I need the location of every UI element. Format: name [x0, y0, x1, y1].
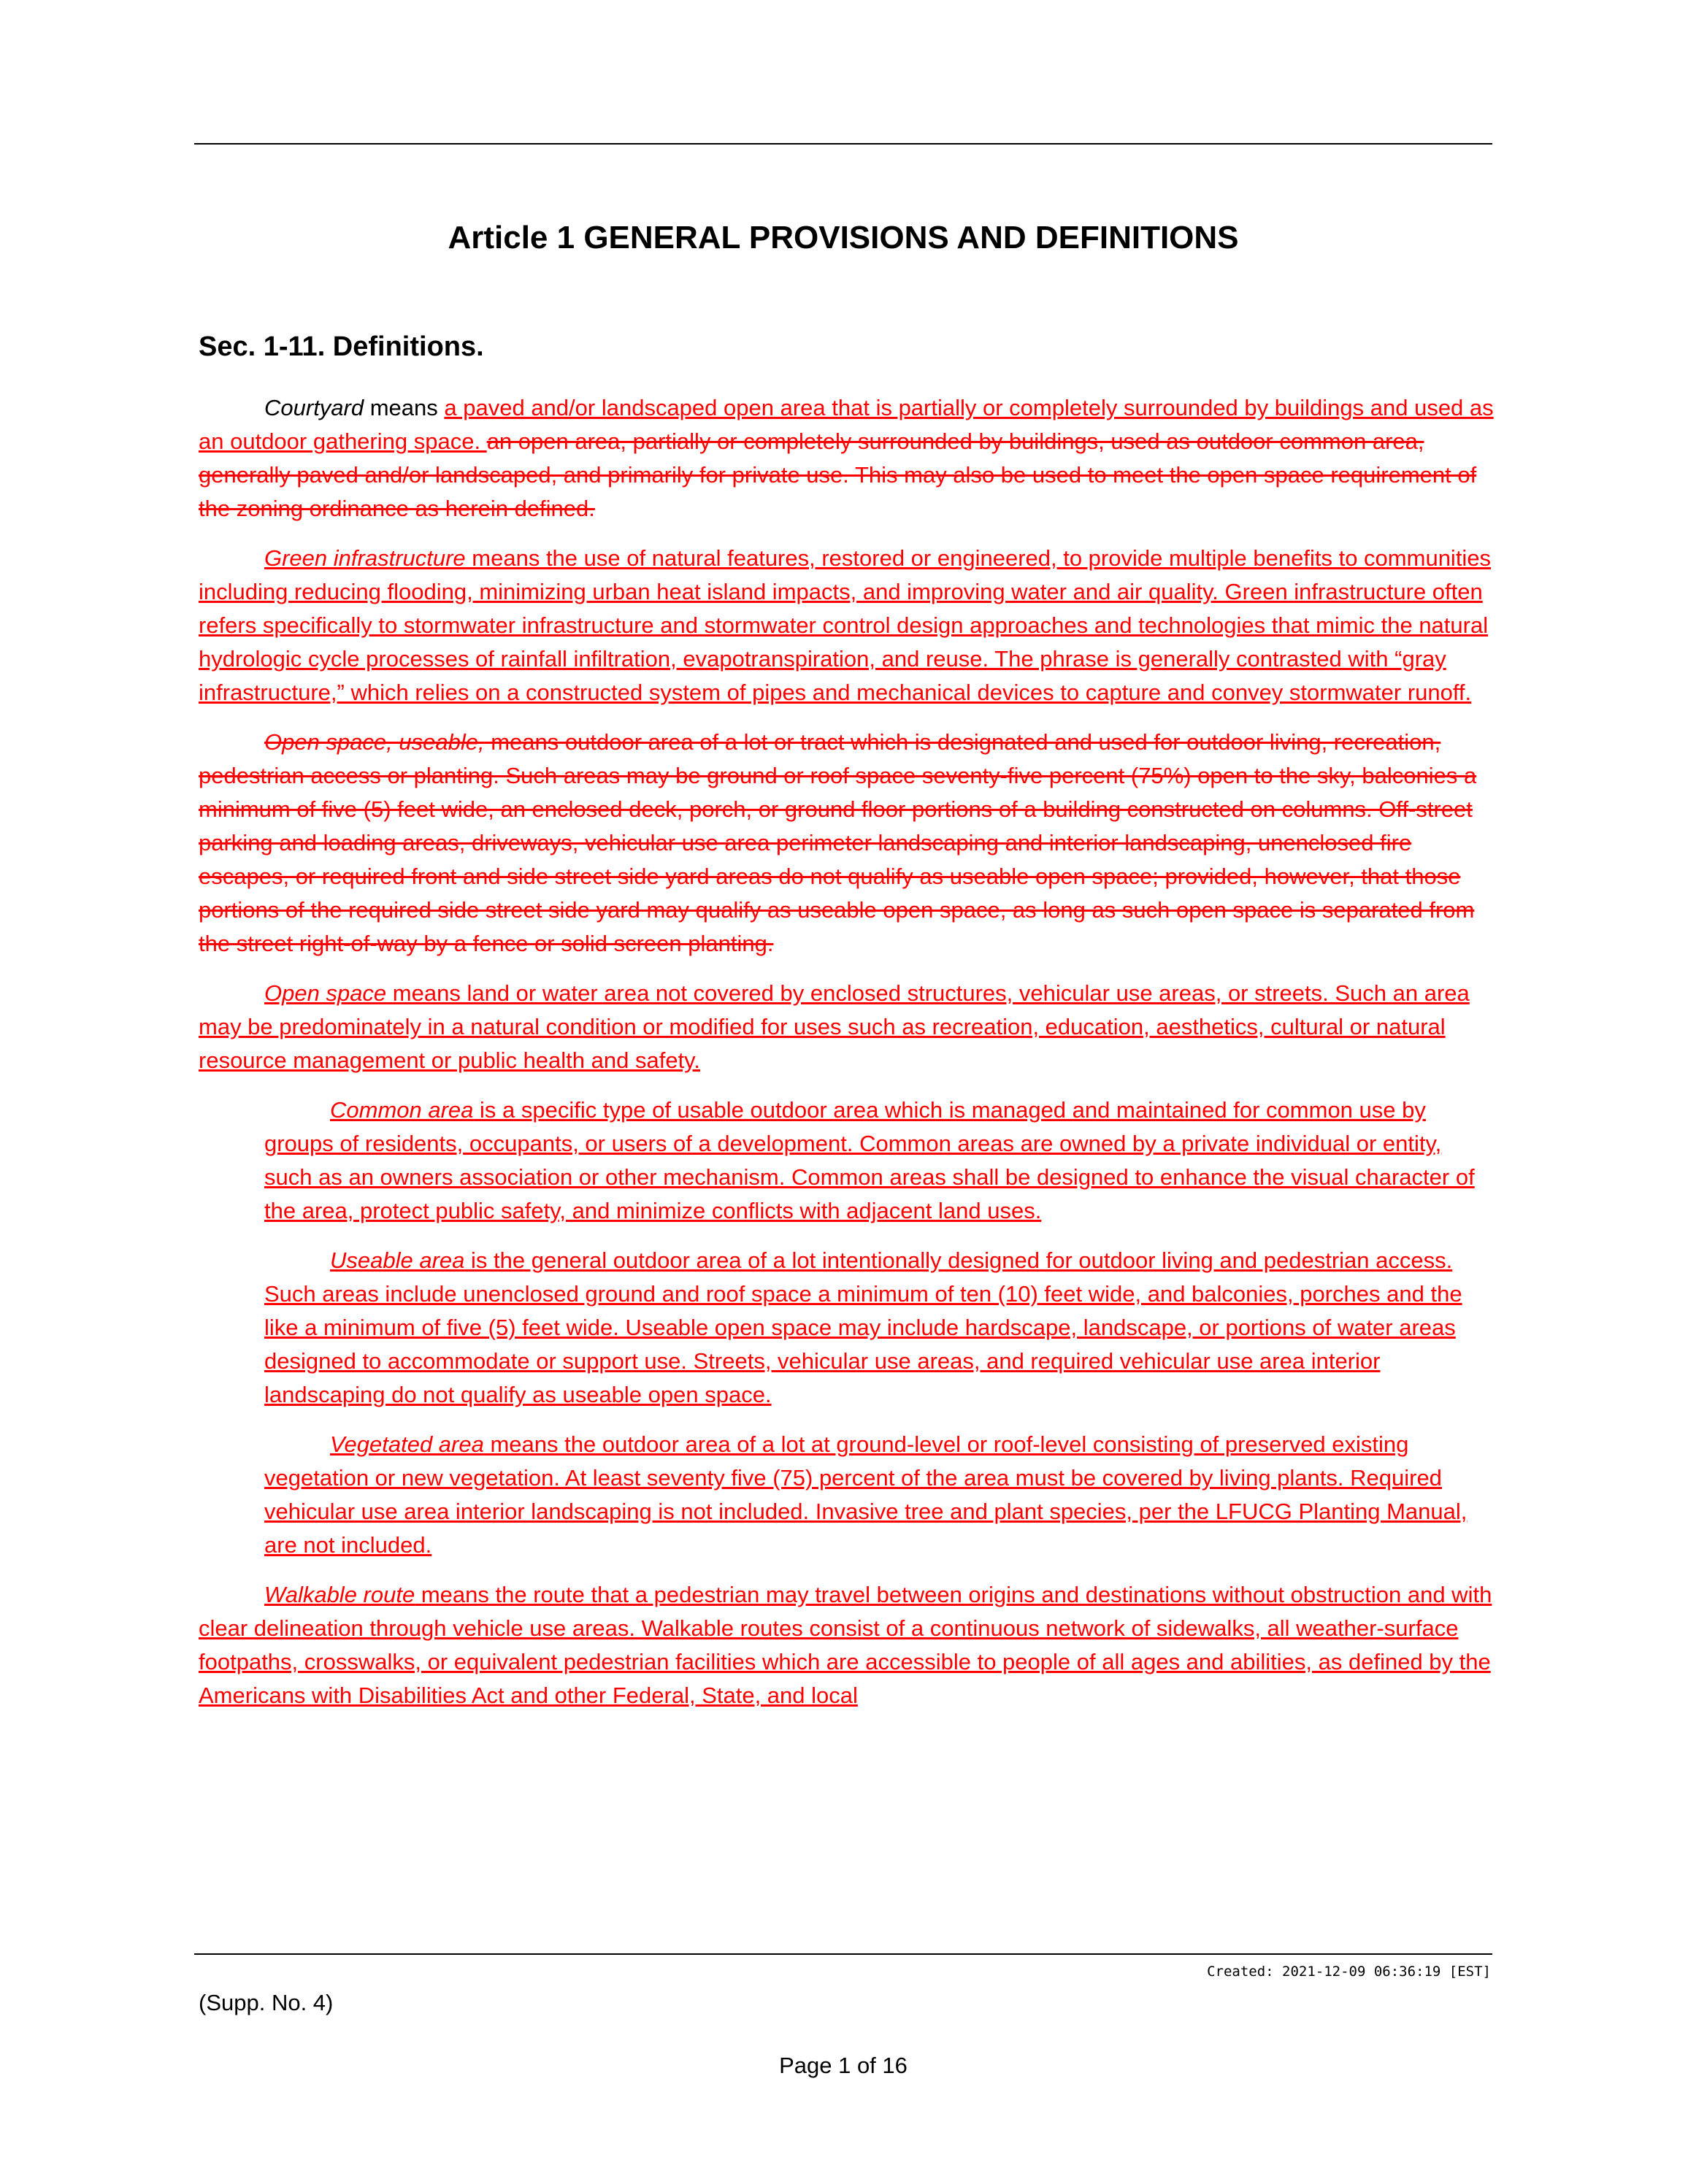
term-walkable-route: Walkable route — [264, 1582, 415, 1607]
article-title: Article 1 GENERAL PROVISIONS AND DEFINITIONS — [448, 220, 1239, 255]
courtyard-deleted-text: an open area, partially or completely surrounded by buildings, used as outdoor common area, generally paved and/or landscaped, and primarily for private use. This may also be used to meet the open space requirement of the zoning ordinance as herein defined. — [199, 428, 1477, 521]
useable-area-text: is the general outdoor area of a lot intentionally designed for outdoor living and pedestrian access. Such areas include unenclosed ground and roof space a minimum of ten (10) feet wide, and balconies, porches and the like a minimum of five (5) feet wide. Useable open space may include hardscape, landscape, or portions of water areas designed to accommodate or support use. Streets, vehicular use areas, and required vehicular use area interior landscaping do not qualify as useable open space. — [264, 1247, 1462, 1407]
header-rule — [194, 143, 1492, 145]
definition-green-infrastructure — [199, 542, 1494, 710]
vegetated-area-text: means the outdoor area of a lot at ground-level or roof-level consisting of preserved existing vegetation or new vegetation. At least seventy five (75) percent of the area must be covered by living plants. Required vehicular use area interior landscaping is not included. Invasive tree and plant species, per the LFUCG Planting Manual, are not included. — [264, 1431, 1468, 1558]
term-common-area: Common area — [330, 1097, 474, 1123]
term-courtyard: Courtyard — [264, 395, 364, 420]
term-useable-area: Useable area — [330, 1247, 465, 1273]
green-infrastructure-text: means the use of natural features, restored or engineered, to provide multiple benefits to communities including reducing flooding, minimizing urban heat island impacts, and improving water and air quality. Green infrastructure often refers specifically to stormwater infrastructure and stormwater control design approaches and technologies that mimic the natural hydrologic cycle processes of rainfall infiltration, evapotranspiration, and reuse. The phrase is generally contrasted with “gray infrastructure,” which relies on a constructed system of pipes and mechanical devices to capture and convey stormwater runoff. — [199, 545, 1492, 705]
term-open-space-useable: Open space, useable, — [264, 729, 485, 755]
definition-walkable-route — [199, 1578, 1494, 1712]
open-space-text: means land or water area not covered by enclosed structures, vehicular use areas, or streets. Such an area may be predominately in a natural condition or modified for uses such as recreation, education, aesthetics, cultural or natural resource management or public health and safety. — [199, 980, 1470, 1073]
term-green-infrastructure: Green infrastructure — [264, 545, 466, 571]
definition-courtyard — [199, 391, 1494, 526]
supplement-number: (Supp. No. 4) — [199, 1990, 334, 2015]
term-open-space: Open space — [264, 980, 387, 1006]
created-timestamp: Created: 2021-12-09 06:36:19 [EST] — [1207, 1964, 1491, 1980]
courtyard-inserted-text: a paved and/or landscaped open area that is partially or completely surrounded by buildings and used as an outdoor gathering space. — [199, 395, 1494, 454]
definition-useable-area — [264, 1244, 1494, 1412]
definitions-body — [199, 391, 1494, 1729]
walkable-route-text: means the route that a pedestrian may travel between origins and destinations without obstruction and with clear delineation through vehicle use areas. Walkable routes consist of a continuous network of sidewalks, all weather-surface footpaths, crosswalks, or equivalent pedestrian facilities which are accessible to people of all ages and abilities, as defined by the Americans with Disabilities Act and other Federal, State, and local — [199, 1582, 1492, 1708]
page-number: Page 1 of 16 — [779, 2053, 908, 2078]
footer-rule — [194, 1953, 1492, 1955]
courtyard-means: means — [364, 395, 445, 420]
term-vegetated-area: Vegetated area — [330, 1431, 484, 1457]
definition-common-area — [264, 1093, 1494, 1228]
section-heading: Sec. 1-11. Definitions. — [199, 331, 484, 362]
definition-open-space — [199, 977, 1494, 1077]
definition-open-space-useable — [199, 726, 1494, 961]
definition-vegetated-area — [264, 1428, 1494, 1562]
open-space-useable-text: means outdoor area of a lot or tract which is designated and used for outdoor living, recreation, pedestrian access or planting. Such areas may be ground or roof space seventy-five percent (75%) open to the sky, balconies a minimum of five (5) feet wide, an enclosed deck, porch, or ground floor portions of a building constructed on columns. Off-street parking and loading areas, driveways, vehicular use area perimeter landscaping and interior landscaping, unenclosed fire escapes, or required front and side street side yard areas do not qualify as useable open space; provided, however, that those portions of the required side street side yard may qualify as useable open space, as long as such open space is separated from the street right-of-way by a fence or solid screen planting. — [199, 729, 1477, 956]
common-area-text: is a specific type of usable outdoor area which is managed and maintained for common use by groups of residents, occupants, or users of a development. Common areas are owned by a private individual or entity, such as an owners association or other mechanism. Common areas shall be designed to enhance the visual character of the area, protect public safety, and minimize conflicts with adjacent land uses. — [264, 1097, 1475, 1223]
